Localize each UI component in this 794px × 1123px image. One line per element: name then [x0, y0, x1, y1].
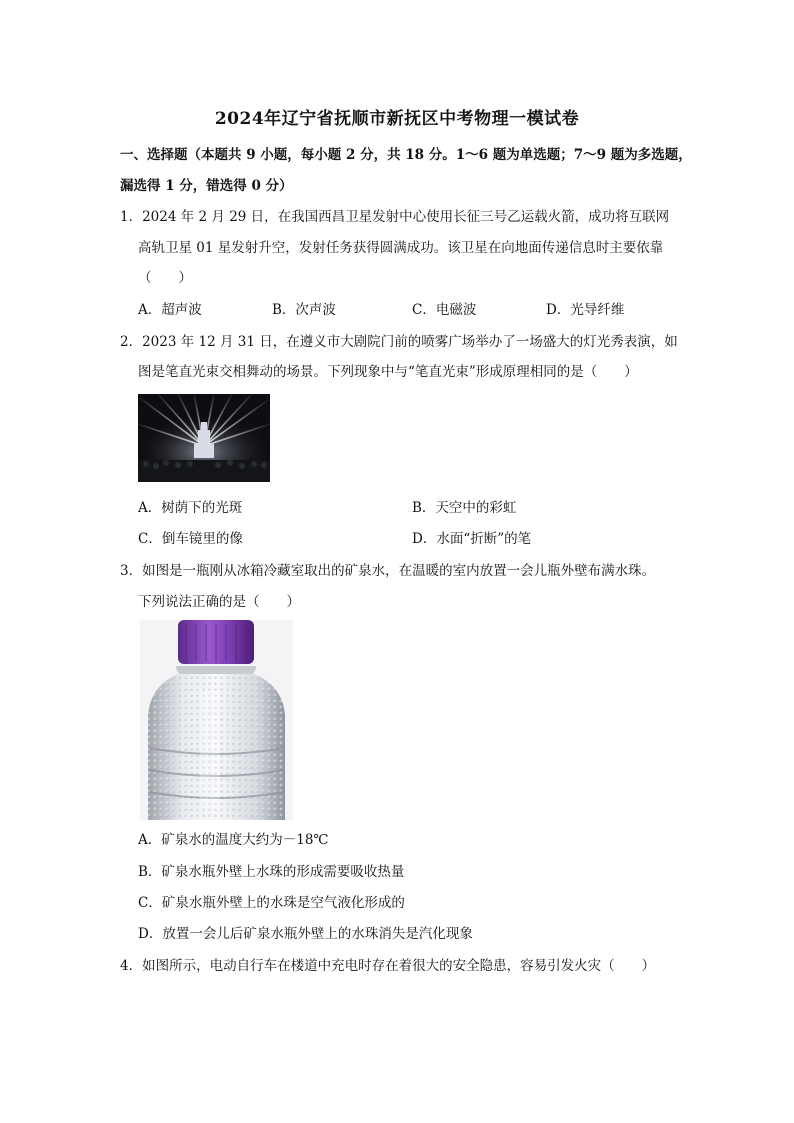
q2-line2: 图是笔直光束交相舞动的场景。下列现象中与“笔直光束”形成原理相同的是（ ） — [138, 364, 638, 380]
q1-line1: 1．2024 年 2 月 29 日，在我国西昌卫星发射中心使用长征三号乙运载火箭，成功将互联网 — [120, 209, 670, 225]
q1-option-c[interactable]: C．电磁波 — [412, 302, 477, 318]
q2-option-b[interactable]: B．天空中的彩虹 — [412, 500, 517, 516]
q2-option-a[interactable]: A．树荫下的光斑 — [138, 500, 243, 516]
q1-line3: （ ） — [138, 270, 192, 286]
water-bottle-image — [140, 620, 293, 820]
q1-option-a[interactable]: A．超声波 — [138, 302, 202, 318]
section-heading-line2: 漏选得 1 分，错选得 0 分） — [120, 178, 293, 194]
q1-line2: 高轨卫星 01 星发射升空，发射任务获得圆满成功。该卫星在向地面传递信息时主要依靠 — [138, 240, 664, 256]
q1-option-d[interactable]: D．光导纤维 — [546, 302, 625, 318]
q2-option-d[interactable]: D．水面“折断”的笔 — [412, 531, 532, 547]
q3-line2: 下列说法正确的是（ ） — [138, 594, 300, 610]
light-show-image — [138, 394, 270, 482]
section-heading-line1: 一、选择题（本题共 9 小题，每小题 2 分，共 18 分。1～6 题为单选题；7～9 题为多选题， — [120, 147, 692, 163]
q3-option-c[interactable]: C．矿泉水瓶外壁上的水珠是空气液化形成的 — [138, 895, 405, 911]
q2-line1: 2．2023 年 12 月 31 日，在遵义市大剧院门前的喷雾广场举办了一场盛大的灯光秀表演，如 — [120, 334, 678, 350]
q3-option-a[interactable]: A．矿泉水的温度大约为－18℃ — [138, 832, 329, 848]
q1-option-b[interactable]: B．次声波 — [272, 302, 336, 318]
q3-line1: 3．如图是一瓶刚从冰箱冷藏室取出的矿泉水，在温暖的室内放置一会儿瓶外壁布满水珠。 — [120, 563, 656, 579]
page-title: 2024年辽宁省抚顺市新抚区中考物理一模试卷 — [214, 109, 580, 129]
q4-line1: 4．如图所示，电动自行车在楼道中充电时存在着很大的安全隐患，容易引发火灾（ ） — [120, 958, 656, 974]
q3-option-b[interactable]: B．矿泉水瓶外壁上水珠的形成需要吸收热量 — [138, 864, 405, 880]
q2-option-c[interactable]: C．倒车镜里的像 — [138, 531, 243, 547]
q3-option-d[interactable]: D．放置一会儿后矿泉水瓶外壁上的水珠消失是汽化现象 — [138, 926, 473, 942]
